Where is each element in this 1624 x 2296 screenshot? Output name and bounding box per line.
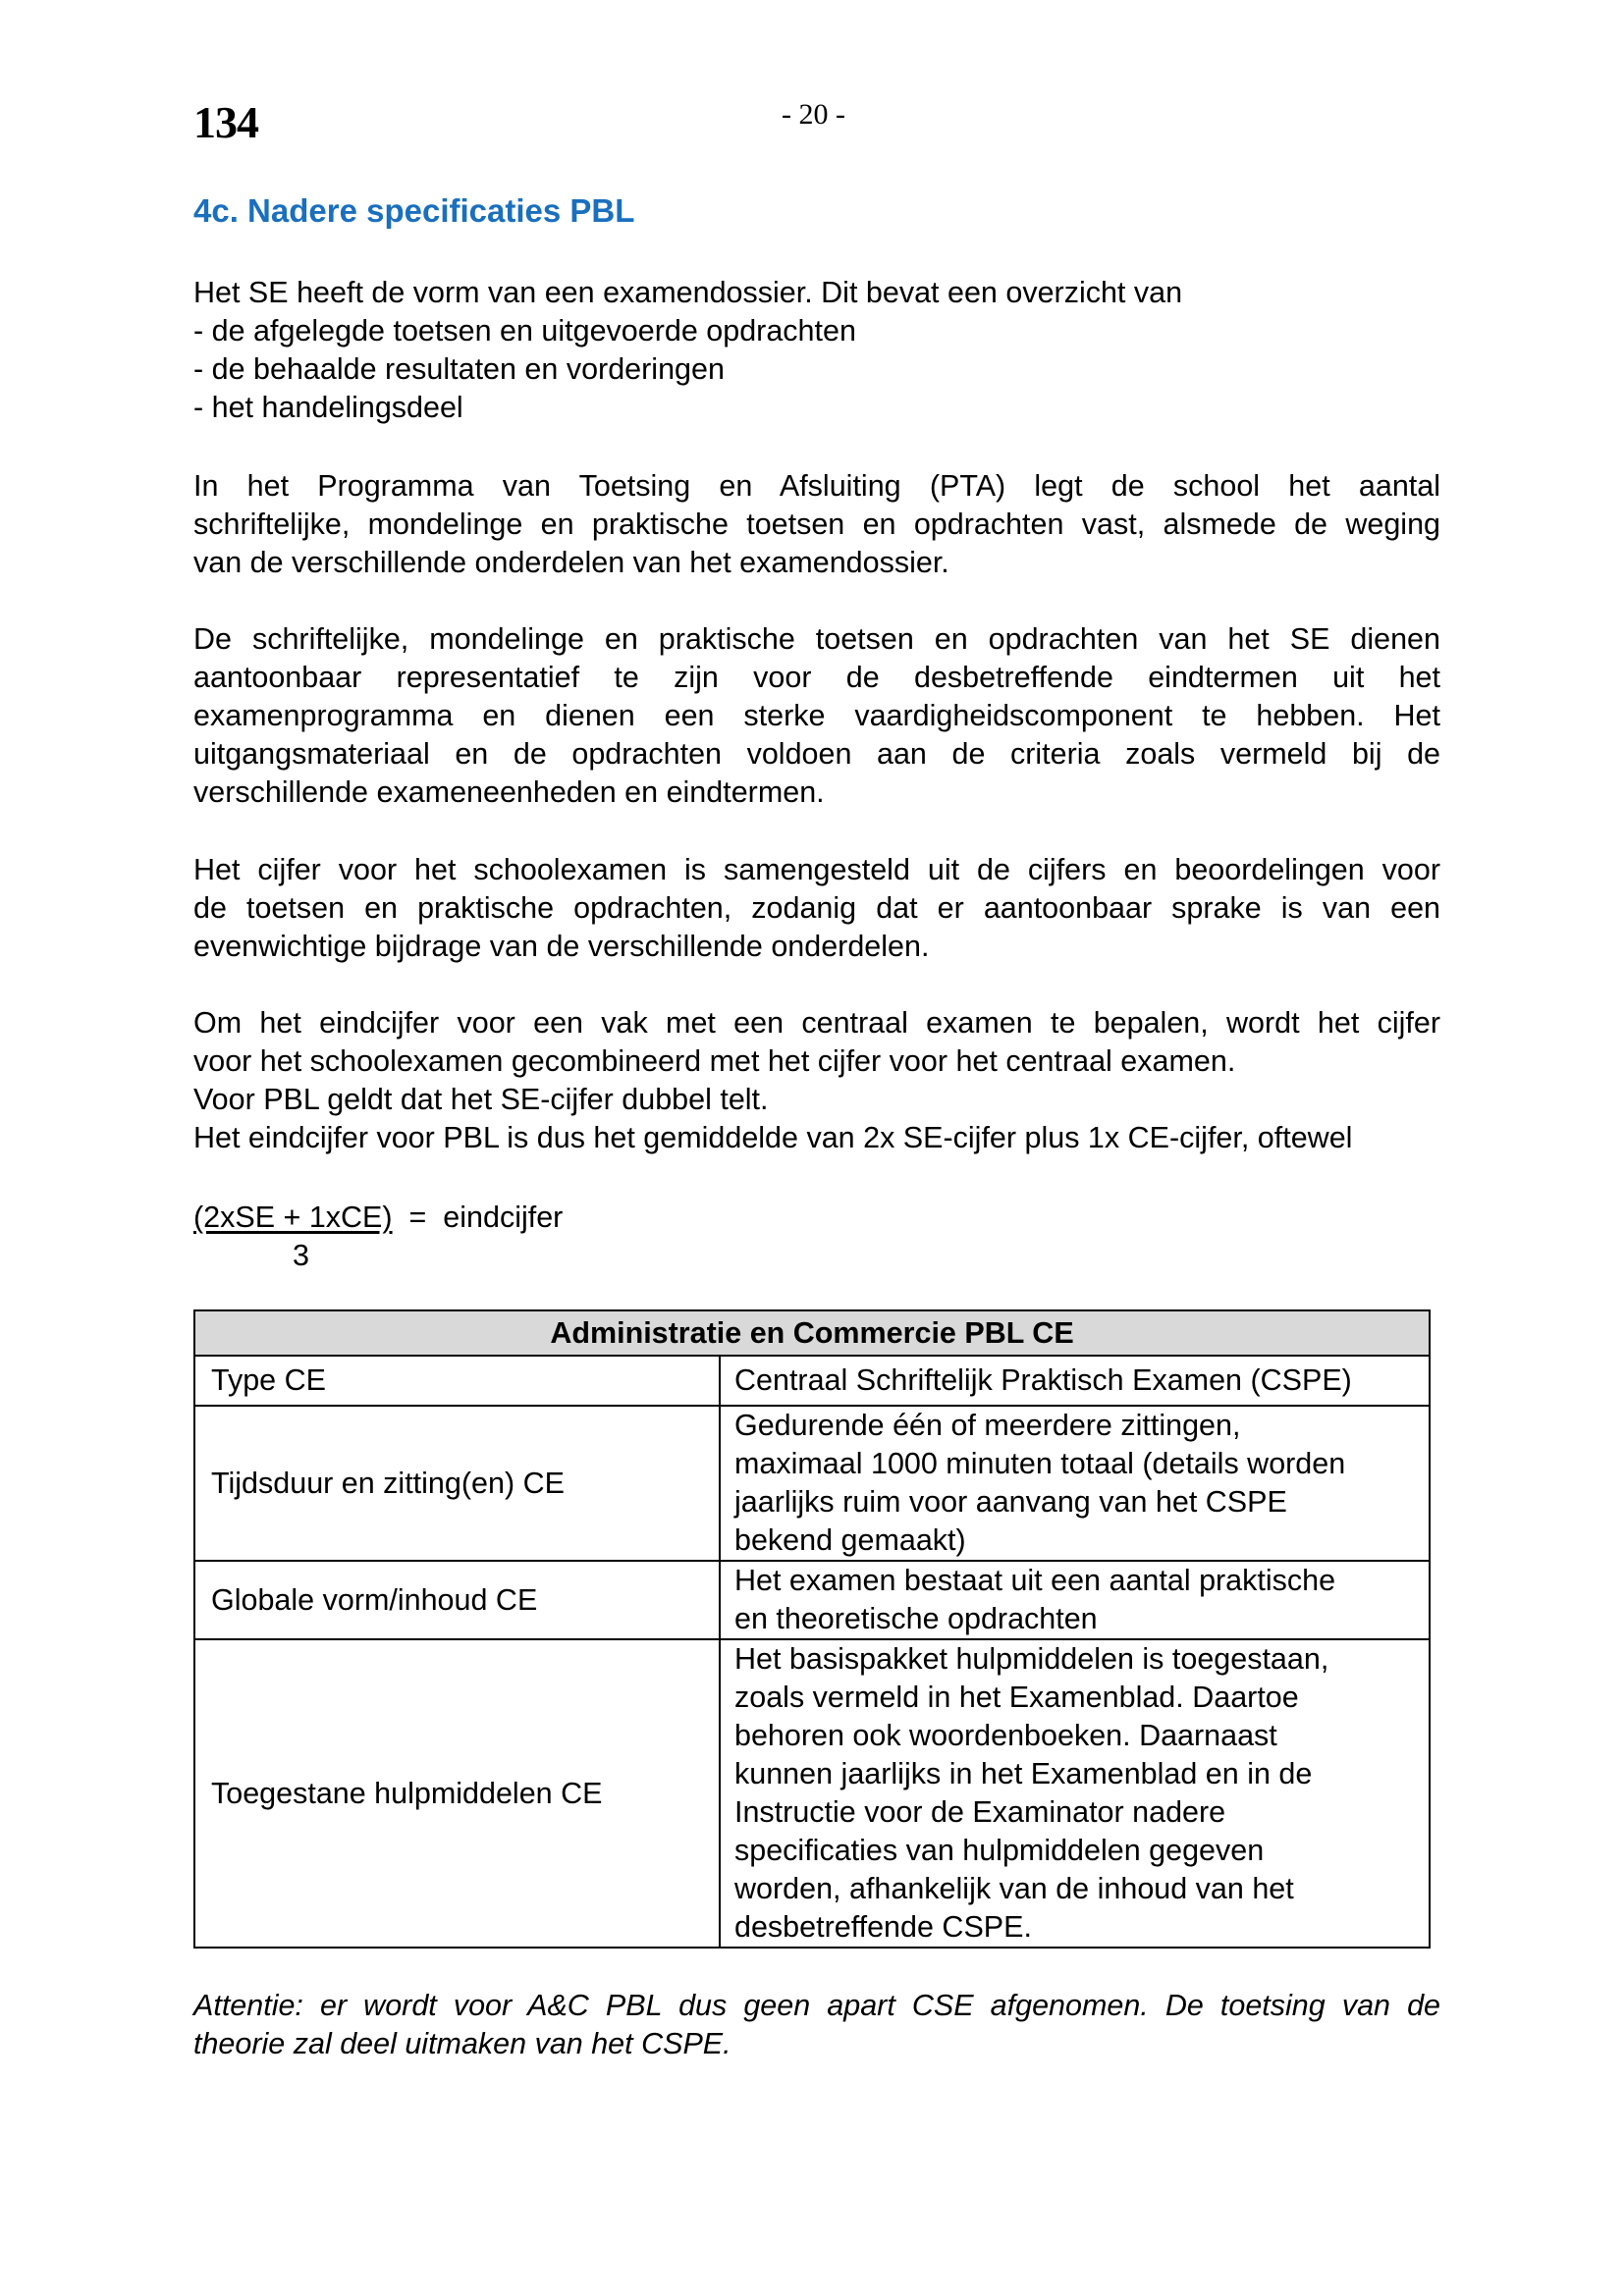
attention-note [193, 1987, 1440, 2063]
row-label: Type CE [194, 1356, 720, 1406]
formula-denominator: 3 [293, 1239, 309, 1272]
note-line: theorie zal deel uitmaken van het CSPE. [193, 2027, 731, 2060]
list-item: - de afgelegde toetsen en uitgevoerde opdrachten [193, 314, 856, 347]
table-row [194, 1406, 1430, 1561]
paragraph-cijfer [193, 851, 1440, 966]
formula [193, 1199, 563, 1275]
row-label: Toegestane hulpmiddelen CE [194, 1639, 720, 1948]
text-line: examenprogramma en dienen een sterke vaardigheidscomponent te hebben. Het [193, 699, 1440, 732]
value-line: desbetreffende CSPE. [734, 1910, 1032, 1944]
value-line: Centraal Schriftelijk Praktisch Examen (CSPE) [734, 1363, 1352, 1397]
row-value [720, 1356, 1430, 1406]
page-number-left: 134 [193, 97, 258, 147]
intro-line: Het SE heeft de vorm van een examendossier. Dit bevat een overzicht van [193, 276, 1183, 309]
text-line: voor het schoolexamen gecombineerd met het cijfer voor het centraal examen. [193, 1044, 1236, 1078]
row-value [720, 1406, 1430, 1561]
row-value [720, 1639, 1430, 1948]
formula-equals: = [408, 1201, 427, 1234]
text-line: Om het eindcijfer voor een vak met een centraal examen te bepalen, wordt het cijfer [193, 1006, 1440, 1040]
table-row [194, 1639, 1430, 1948]
paragraph-pta [193, 467, 1440, 582]
table-title: Administratie en Commercie PBL CE [194, 1310, 1430, 1356]
value-line: zoals vermeld in het Examenblad. Daartoe [734, 1681, 1299, 1714]
section-heading: 4c. Nadere specificaties PBL [193, 192, 635, 229]
text-line: Het eindcijfer voor PBL is dus het gemiddelde van 2x SE-cijfer plus 1x CE-cijfer, oftewel [193, 1121, 1353, 1154]
table-row [194, 1561, 1430, 1639]
value-line: Het basispakket hulpmiddelen is toegestaan, [734, 1642, 1329, 1676]
value-line: en theoretische opdrachten [734, 1602, 1098, 1635]
text-line: aantoonbaar representatief te zijn voor de desbetreffende eindtermen uit het [193, 661, 1440, 694]
specification-table [193, 1309, 1431, 1949]
value-line: Instructie voor de Examinator nadere [734, 1795, 1226, 1829]
value-line: bekend gemaakt) [734, 1523, 966, 1557]
text-line: De schriftelijke, mondelinge en praktische toetsen en opdrachten van het SE dienen [193, 622, 1440, 656]
paragraph-intro [193, 274, 1440, 427]
row-label: Tijdsduur en zitting(en) CE [194, 1406, 720, 1561]
page-number-center: - 20 - [782, 98, 845, 131]
value-line: specificaties van hulpmiddelen gegeven [734, 1834, 1265, 1867]
paragraph-eindcijfer [193, 1004, 1440, 1157]
text-line: Voor PBL geldt dat het SE-cijfer dubbel telt. [193, 1083, 769, 1116]
value-line: Het examen bestaat uit een aantal praktische [734, 1564, 1336, 1597]
text-line: schriftelijke, mondelinge en praktische toetsen en opdrachten vast, alsmede de weging [193, 507, 1440, 541]
list-item: - de behaalde resultaten en vorderingen [193, 352, 725, 386]
text-line: evenwichtige bijdrage van de verschillende onderdelen. [193, 930, 930, 963]
table-row [194, 1356, 1430, 1406]
formula-result: eindcijfer [443, 1201, 564, 1234]
value-line: behoren ook woordenboeken. Daarnaast [734, 1719, 1277, 1752]
table-title-row [194, 1310, 1430, 1356]
value-line: jaarlijks ruim voor aanvang van het CSPE [734, 1485, 1287, 1519]
text-line: de toetsen en praktische opdrachten, zodanig dat er aantoonbaar sprake is van een [193, 891, 1440, 925]
text-line: van de verschillende onderdelen van het examendossier. [193, 546, 949, 579]
text-line: verschillende exameneenheden en eindtermen. [193, 775, 825, 809]
value-line: kunnen jaarlijks in het Examenblad en in de [734, 1757, 1313, 1790]
paragraph-representatief [193, 620, 1440, 812]
row-label: Globale vorm/inhoud CE [194, 1561, 720, 1639]
text-line: uitgangsmateriaal en de opdrachten voldoen aan de criteria zoals vermeld bij de [193, 737, 1440, 771]
row-value [720, 1561, 1430, 1639]
value-line: worden, afhankelijk van de inhoud van het [734, 1872, 1294, 1905]
text-line: Het cijfer voor het schoolexamen is samengesteld uit de cijfers en beoordelingen voor [193, 853, 1440, 886]
text-line: In het Programma van Toetsing en Afsluiting (PTA) legt de school het aantal [193, 469, 1440, 503]
value-line: maximaal 1000 minuten totaal (details worden [734, 1447, 1346, 1480]
note-line: Attentie: er wordt voor A&C PBL dus geen apart CSE afgenomen. De toetsing van de [193, 1989, 1440, 2022]
list-item: - het handelingsdeel [193, 391, 463, 424]
value-line: Gedurende één of meerdere zittingen, [734, 1409, 1241, 1442]
formula-numerator: (2xSE + 1xCE) [193, 1201, 393, 1234]
